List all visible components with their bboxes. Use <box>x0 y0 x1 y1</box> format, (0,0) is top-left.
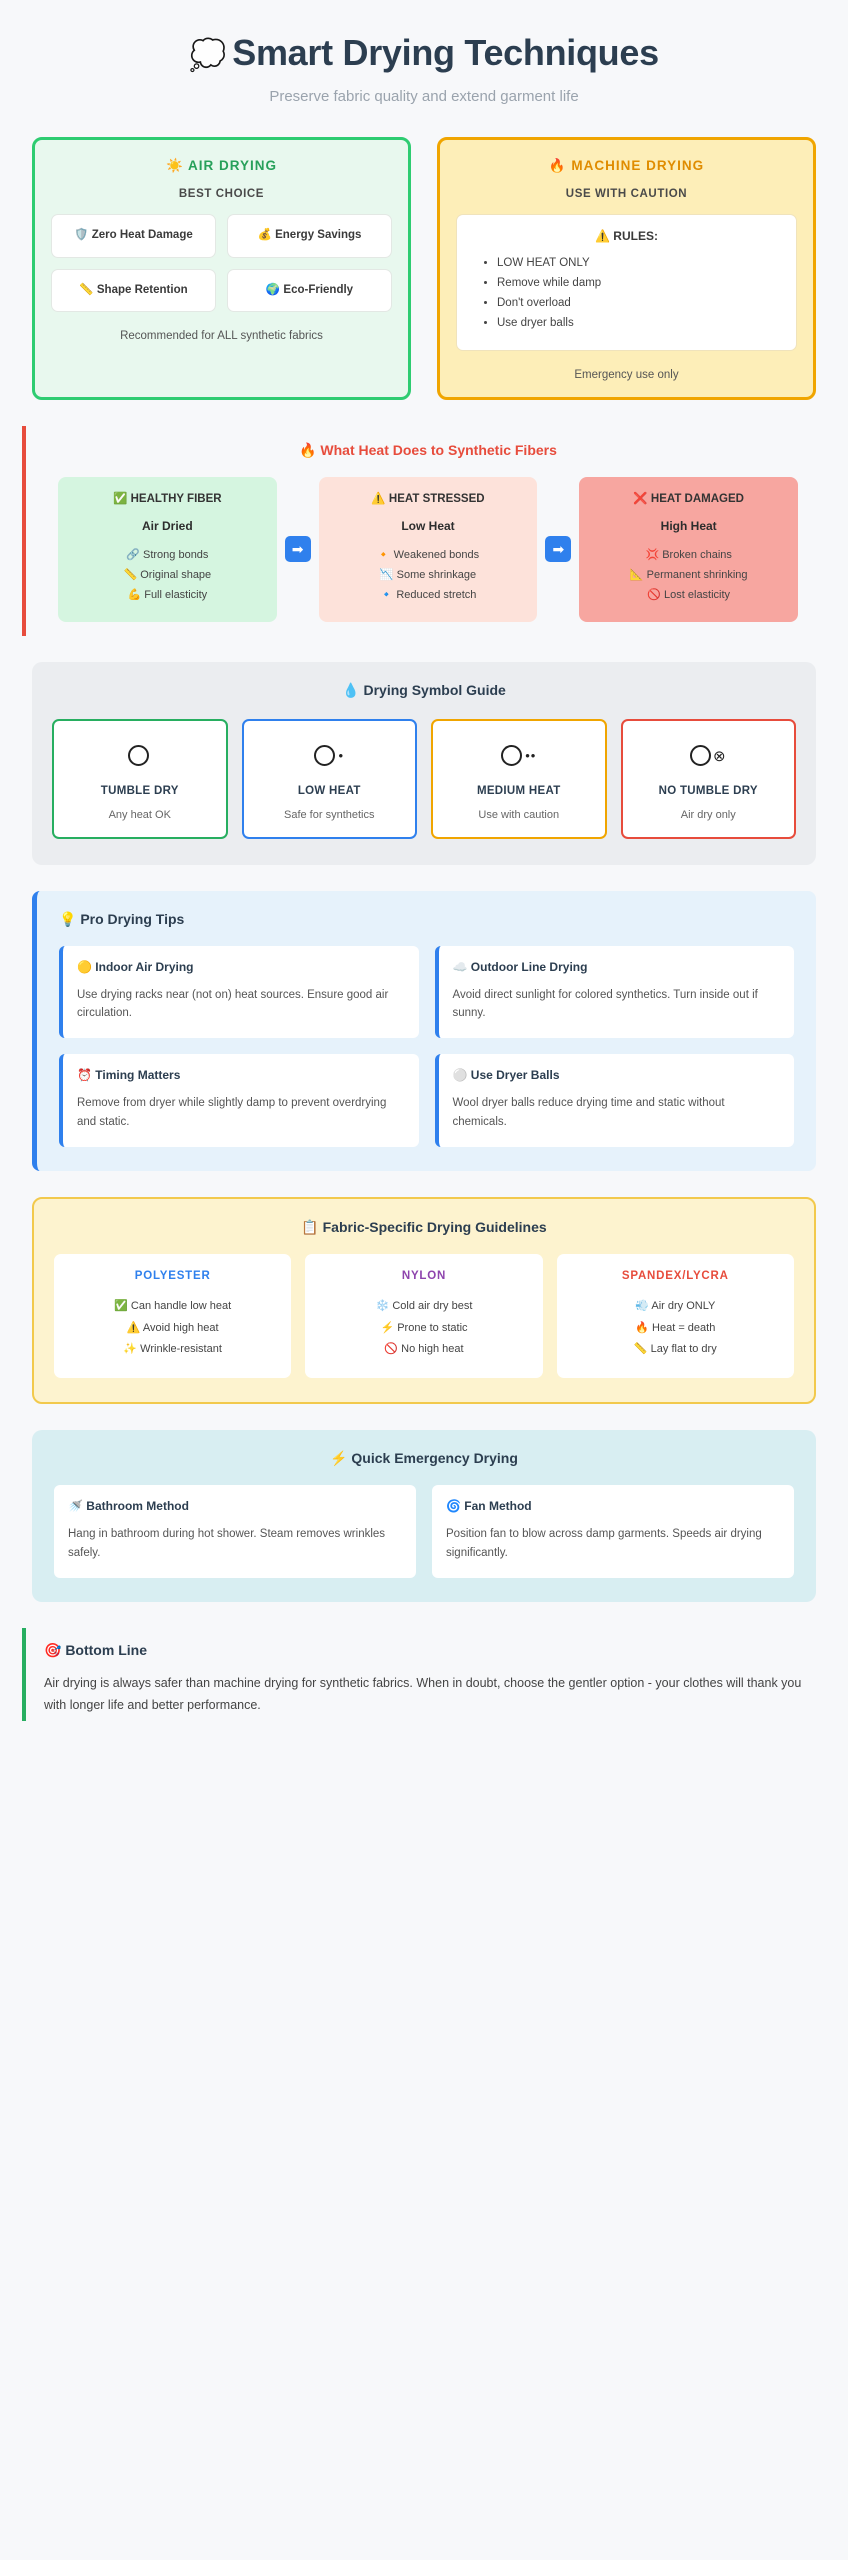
emergency-drying-title: ⚡ Quick Emergency Drying <box>330 1450 518 1467</box>
stage-item: 📏 Original shape <box>123 568 212 581</box>
tip-body: Use drying racks near (not on) heat sources. Ensure good air circulation. <box>77 988 389 1019</box>
tip-title: ⚪ Use Dryer Balls <box>452 1068 560 1083</box>
stage-item: 🚫 Lost elasticity <box>647 589 731 602</box>
fabric-item: 💨 Air dry ONLY <box>635 1300 716 1313</box>
emergency-card <box>432 1485 794 1578</box>
page-header <box>0 0 848 115</box>
emergency-drying-section <box>32 1430 816 1602</box>
symbol-desc: Safe for synthetics <box>284 808 375 821</box>
rule-item: • Remove while damp <box>497 273 782 293</box>
stage-item: 🔹 Reduced stretch <box>379 589 477 602</box>
heat-dots: • <box>338 748 345 764</box>
symbol-card-row <box>52 719 796 839</box>
machine-drying-title: 🔥 MACHINE DRYING <box>548 158 705 173</box>
tip-card <box>59 946 419 1039</box>
fabric-item: ⚡ Prone to static <box>380 1321 468 1334</box>
fabric-guidelines-section <box>32 1197 816 1404</box>
benefit-pill: 🌍 Eco-Friendly <box>227 269 392 313</box>
stage-head: ✅ HEALTHY FIBER <box>113 492 222 505</box>
air-drying-title: ☀️ AIR DRYING <box>165 158 278 173</box>
emergency-card-body: Hang in bathroom during hot shower. Steam removes wrinkles safely. <box>68 1528 386 1559</box>
fabric-item: ✨ Wrinkle-resistant <box>123 1342 222 1355</box>
page-title-text: Smart Drying Techniques <box>232 32 659 73</box>
fabric-item: ⚠️ Avoid high heat <box>126 1321 219 1334</box>
low-heat-icon <box>250 739 410 773</box>
benefit-pill: 💰 Energy Savings <box>227 214 392 258</box>
symbol-name: NO TUMBLE DRY <box>658 784 758 797</box>
fabric-item: 📏 Lay flat to dry <box>633 1342 717 1355</box>
air-drying-badge: BEST CHOICE <box>178 188 265 200</box>
pro-tips-title: 💡 Pro Drying Tips <box>59 910 185 927</box>
fabric-name: NYLON <box>401 1270 447 1283</box>
fabric-item: 🚫 No high heat <box>384 1342 464 1355</box>
medium-heat-icon <box>439 739 599 773</box>
emergency-card <box>54 1485 416 1578</box>
symbol-card-medium-heat <box>431 719 607 839</box>
fabric-item: 🔥 Heat = death <box>635 1321 716 1334</box>
stage-item: 🔗 Strong bonds <box>126 548 209 561</box>
stage-heat-stressed <box>319 477 538 622</box>
air-drying-footer: Recommended for ALL synthetic fabrics <box>120 330 323 343</box>
fabric-card-spandex-lycra <box>557 1254 794 1378</box>
rule-item: • LOW HEAT ONLY <box>497 253 782 273</box>
benefit-pill: 📏 Shape Retention <box>51 269 216 313</box>
stage-head: ❌ HEAT DAMAGED <box>633 492 744 505</box>
pro-tips-grid <box>59 946 794 1148</box>
tip-body: Avoid direct sunlight for colored synthetics. Turn inside out if sunny. <box>452 988 758 1019</box>
emergency-card-grid <box>54 1485 794 1578</box>
symbol-desc: Air dry only <box>680 808 736 821</box>
tip-card <box>59 1054 419 1147</box>
page-subtitle: Preserve fabric quality and extend garment life <box>269 88 579 105</box>
fabric-card-row <box>54 1254 794 1378</box>
tumble-dry-icon <box>60 739 220 773</box>
fabric-guidelines-title: 📋 Fabric-Specific Drying Guidelines <box>301 1219 547 1236</box>
stage-sub: Low Heat <box>401 518 455 533</box>
tip-title: ⏰ Timing Matters <box>77 1068 181 1083</box>
stage-heat-damaged <box>579 477 798 622</box>
stage-item: 📐 Permanent shrinking <box>629 568 748 581</box>
rule-item: • Use dryer balls <box>497 313 782 333</box>
emergency-card-title: 🌀 Fan Method <box>446 1499 532 1514</box>
symbol-guide-title: 💧 Drying Symbol Guide <box>342 681 506 698</box>
tip-title: ☁️ Outdoor Line Drying <box>452 959 588 974</box>
heat-damage-title: 🔥 What Heat Does to Synthetic Fibers <box>299 441 557 458</box>
heat-dots: •• <box>525 748 537 764</box>
heat-damage-section <box>22 426 826 636</box>
rules-title: ⚠️ RULES: <box>595 229 658 243</box>
thought-bubble-icon: 💭 <box>189 39 227 72</box>
stage-sub: Air Dried <box>141 518 193 533</box>
stage-item: 💪 Full elasticity <box>127 589 208 602</box>
symbol-name: TUMBLE DRY <box>100 784 179 797</box>
stage-healthy-fiber <box>58 477 277 622</box>
tip-body: Remove from dryer while slightly damp to prevent overdrying and static. <box>77 1097 387 1128</box>
stage-sub: High Heat <box>660 518 717 533</box>
emergency-card-body: Position fan to blow across damp garments. Speeds air drying significantly. <box>446 1528 762 1559</box>
tip-card <box>435 946 795 1039</box>
stage-item: 🔸 Weakened bonds <box>376 548 480 561</box>
symbol-card-low-heat <box>242 719 418 839</box>
fabric-item: ✅ Can handle low heat <box>114 1300 232 1313</box>
machine-drying-panel <box>437 137 816 400</box>
machine-drying-badge: USE WITH CAUTION <box>565 188 688 200</box>
fabric-card-nylon <box>305 1254 542 1378</box>
symbol-card-no-tumble-dry <box>621 719 797 839</box>
tip-title: 🟡 Indoor Air Drying <box>77 959 194 974</box>
page-title <box>20 32 828 74</box>
stage-item: 📉 Some shrinkage <box>379 568 477 581</box>
machine-drying-footer: Emergency use only <box>574 368 679 381</box>
stage-item: 💢 Broken chains <box>645 548 732 561</box>
benefit-pill: 🛡️ Zero Heat Damage <box>51 214 216 258</box>
rule-item: • Don't overload <box>497 293 782 313</box>
fabric-name: POLYESTER <box>134 1270 211 1283</box>
bottom-line-section <box>22 1628 826 1721</box>
no-tumble-dry-icon: ⊗ <box>629 739 789 773</box>
machine-drying-rules <box>456 214 797 351</box>
air-drying-benefits <box>51 214 392 312</box>
arrow-right-icon: ➡ <box>545 536 571 562</box>
symbol-guide-section <box>32 662 816 865</box>
bottom-line-title: 🎯 Bottom Line <box>44 1642 147 1659</box>
tip-card <box>435 1054 795 1147</box>
comparison-section <box>0 115 848 400</box>
fabric-name: SPANDEX/LYCRA <box>621 1270 729 1283</box>
fabric-item: ❄️ Cold air dry best <box>375 1300 473 1313</box>
symbol-name: LOW HEAT <box>297 784 361 797</box>
stage-head: ⚠️ HEAT STRESSED <box>371 492 485 505</box>
bottom-line-body: Air drying is always safer than machine drying for synthetic fabrics. When in doubt, choose the gentler option - your clothes will thank you with longer life and better performance. <box>44 1676 802 1713</box>
symbol-card-tumble-dry <box>52 719 228 839</box>
symbol-name: MEDIUM HEAT <box>476 784 561 797</box>
emergency-card-title: 🚿 Bathroom Method <box>68 1499 189 1514</box>
arrow-right-icon: ➡ <box>285 536 311 562</box>
symbol-desc: Use with caution <box>478 808 560 821</box>
symbol-desc: Any heat OK <box>108 808 171 821</box>
tip-body: Wool dryer balls reduce drying time and static without chemicals. <box>452 1097 725 1128</box>
air-drying-panel <box>32 137 411 400</box>
pro-tips-section <box>32 891 816 1172</box>
heat-damage-flow <box>42 477 814 622</box>
fabric-card-polyester <box>54 1254 291 1378</box>
